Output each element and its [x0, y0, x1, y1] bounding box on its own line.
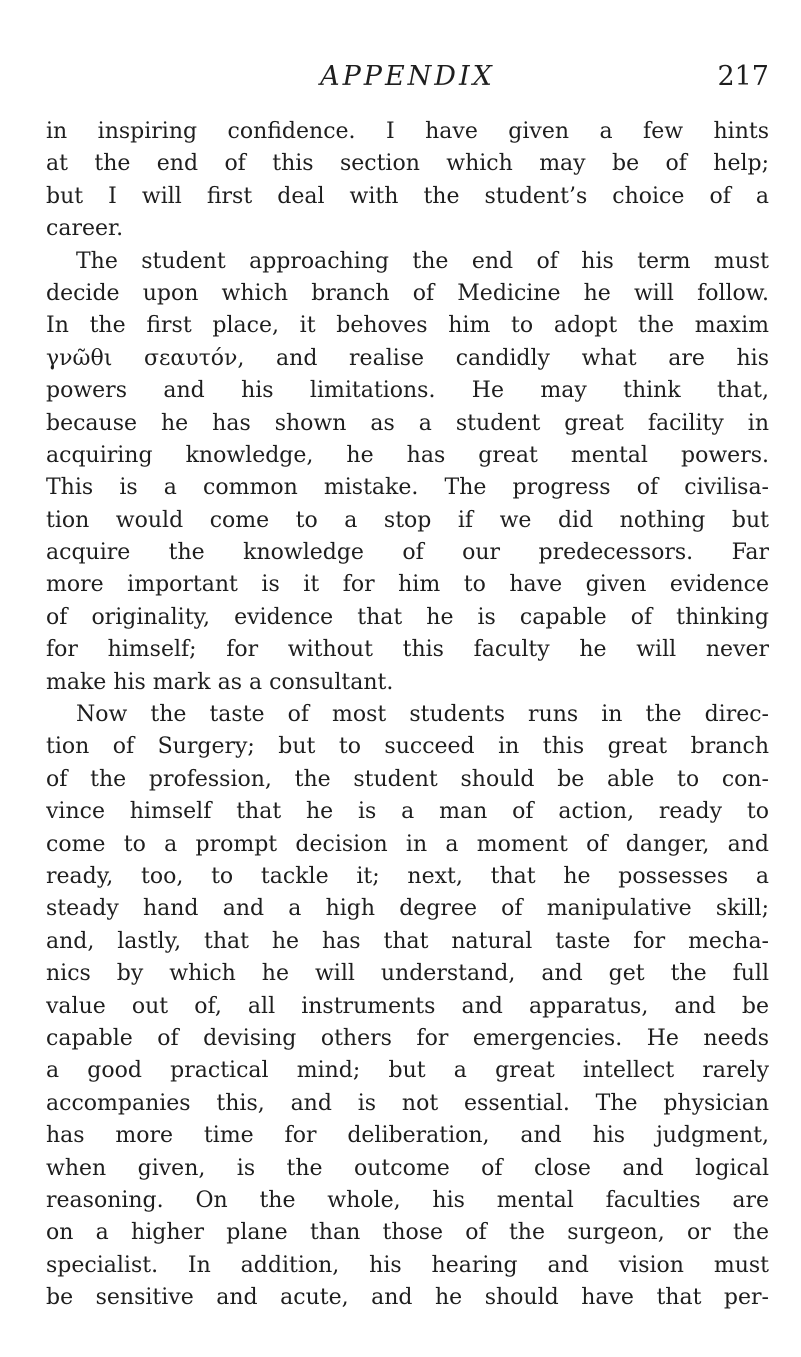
- text-line: ready, too, to tackle it; next, that he possesses a: [46, 863, 769, 889]
- body-text: [46, 116, 769, 1314]
- running-head: APPENDIX: [320, 61, 495, 92]
- text-line: In the first place, it behoves him to adopt the maxim: [46, 313, 769, 339]
- text-line: This is a common mistake. The progress of civilisa-: [46, 475, 769, 501]
- text-line: of the profession, the student should be able to con-: [46, 766, 769, 792]
- text-line: when given, is the outcome of close and logical: [46, 1155, 769, 1181]
- text-line: has more time for deliberation, and his judgment,: [46, 1123, 769, 1149]
- text-line: at the end of this section which may be of help;: [46, 151, 769, 177]
- text-line: acquire the knowledge of our predecessors. Far: [46, 540, 769, 566]
- text-line: acquiring knowledge, he has great mental powers.: [46, 442, 769, 468]
- text-line: because he has shown as a student great facility in: [46, 410, 769, 436]
- text-line: The student approaching the end of his term must: [76, 248, 769, 274]
- text-line: for himself; for without this faculty he will never: [46, 637, 769, 663]
- text-line: nics by which he will understand, and get the full: [46, 961, 769, 987]
- text-line: tion would come to a stop if we did nothing but: [46, 507, 769, 533]
- text-line: but I will first deal with the student’s choice of a: [46, 183, 769, 209]
- text-line: Now the taste of most students runs in the direc-: [76, 702, 769, 728]
- text-line: capable of devising others for emergencies. He needs: [46, 1025, 769, 1051]
- text-line: value out of, all instruments and apparatus, and be: [46, 993, 769, 1019]
- text-line: come to a prompt decision in a moment of danger, and: [46, 831, 769, 857]
- text-line: career.: [46, 216, 124, 242]
- paragraph: [46, 699, 769, 1314]
- text-line: γνῶθι σεαυτόν, and realise candidly what are his: [46, 345, 769, 371]
- text-line: accompanies this, and is not essential. The physician: [46, 1090, 769, 1116]
- paragraph: [46, 246, 769, 699]
- text-line: make his mark as a consultant.: [46, 669, 394, 695]
- text-line: powers and his limitations. He may think that,: [46, 378, 769, 404]
- text-line: specialist. In addition, his hearing and vision must: [46, 1252, 769, 1278]
- text-line: on a higher plane than those of the surgeon, or the: [46, 1220, 769, 1246]
- text-line: in inspiring confidence. I have given a few hints: [46, 119, 769, 144]
- page-number: 217: [717, 61, 769, 92]
- text-line: more important is it for him to have given evidence: [46, 572, 769, 598]
- text-line: reasoning. On the whole, his mental faculties are: [46, 1187, 769, 1213]
- page-header: [46, 60, 769, 100]
- text-line: be sensitive and acute, and he should have that per-: [46, 1285, 769, 1311]
- text-line: tion of Surgery; but to succeed in this great branch: [46, 734, 769, 760]
- text-line: of originality, evidence that he is capable of thinking: [46, 604, 769, 630]
- text-line: a good practical mind; but a great intellect rarely: [46, 1058, 769, 1084]
- text-line: decide upon which branch of Medicine he will follow.: [46, 280, 769, 306]
- text-line: steady hand and a high degree of manipulative skill;: [46, 896, 769, 922]
- text-line: and, lastly, that he has that natural taste for mecha-: [46, 928, 769, 954]
- paragraph: [46, 116, 769, 246]
- text-line: vince himself that he is a man of action, ready to: [46, 799, 769, 825]
